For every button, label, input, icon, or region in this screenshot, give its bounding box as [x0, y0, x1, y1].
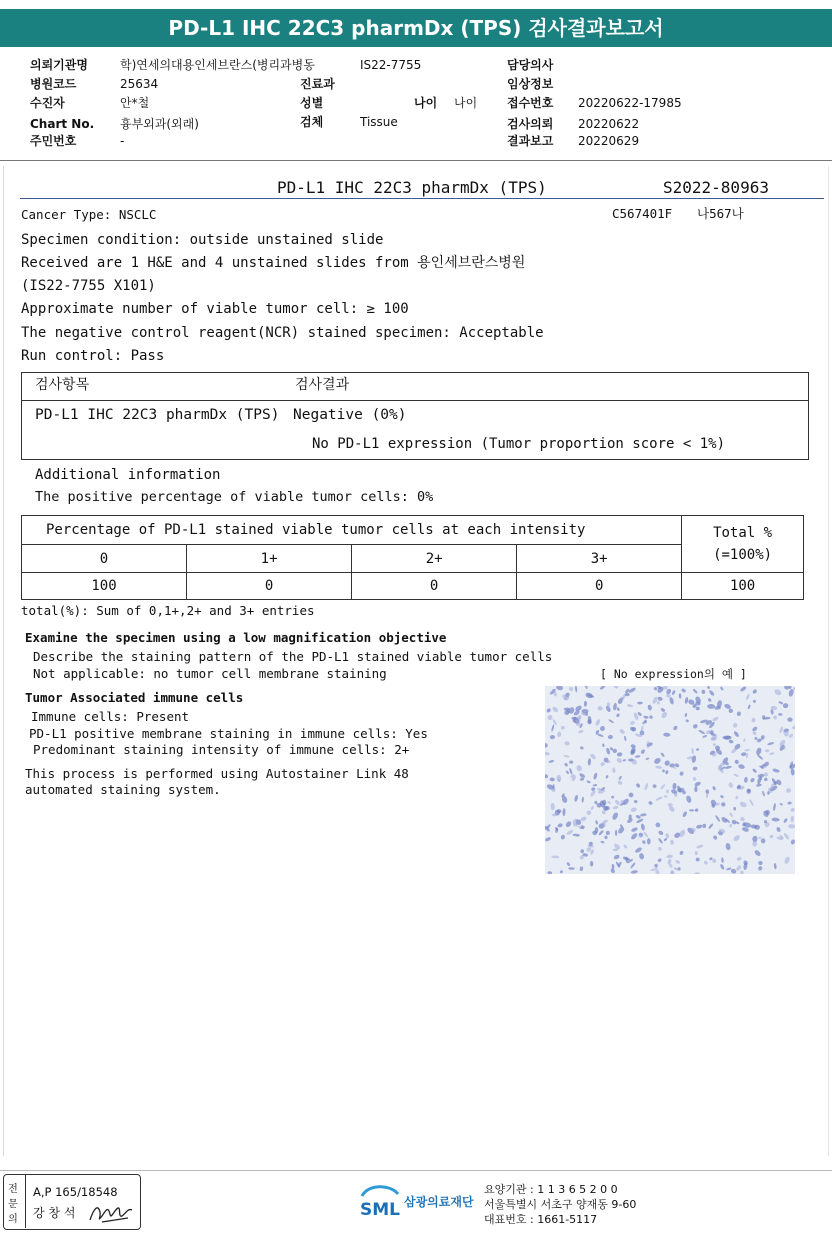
viable-tumor-cells: Approximate number of viable tumor cell: ≥ 100	[21, 301, 409, 317]
value-age: 나이	[454, 96, 478, 110]
label-specimen: 검체	[300, 115, 324, 129]
intensity-col-2: 2+	[352, 545, 517, 573]
intensity-col-1: 1+	[187, 545, 352, 573]
label-chart-no: Chart No.	[30, 117, 95, 131]
total-note: total(%): Sum of 0,1+,2+ and 3+ entries	[21, 603, 315, 618]
value-resident-no: -	[120, 134, 125, 148]
label-report-date: 결과보고	[507, 134, 554, 148]
intensity-total: 100	[682, 573, 804, 600]
cancer-type: Cancer Type: NSCLC	[21, 207, 157, 222]
value-chart-no: 흉부외과(외래)	[120, 117, 199, 131]
value-patient: 안*철	[120, 96, 150, 110]
immune-line-1: Immune cells: Present	[31, 709, 190, 724]
label-age: 나이	[414, 96, 438, 110]
intensity-col-3: 3+	[517, 545, 682, 573]
intensity-value-3: 0	[517, 573, 682, 600]
label-accession: 접수번호	[507, 96, 554, 110]
label-clinical-info: 임상정보	[507, 77, 554, 91]
total-header	[682, 516, 804, 573]
label-hospital-code: 병원코드	[30, 77, 77, 91]
value-ordering-extra: IS22-7755	[360, 58, 422, 72]
label-department: 진료과	[300, 77, 335, 91]
value-specimen: Tissue	[360, 115, 398, 129]
footer-line-1: 요양기관 : 1 1 3 6 5 2 0 0	[484, 1183, 618, 1196]
process-line-1: This process is performed using Autostainer Link 48	[25, 766, 409, 781]
logo-text: SML	[360, 1200, 400, 1218]
result-value: Negative (0%)	[293, 407, 407, 423]
col-item-header: 검사항목	[35, 377, 90, 393]
report-title: PD-L1 IHC 22C3 pharmDx (TPS) 검사결과보고서	[0, 9, 832, 47]
intensity-value-1: 0	[187, 573, 352, 600]
total-header-line2: (=100%)	[713, 547, 773, 563]
report-heading: PD-L1 IHC 22C3 pharmDx (TPS)	[277, 178, 547, 197]
intensity-table	[21, 515, 804, 600]
total-header-line1: Total %	[713, 525, 773, 541]
footer-divider	[0, 1170, 832, 1171]
immune-line-3: Predominant staining intensity of immune cells: 2+	[33, 742, 410, 757]
examine-line-1: Describe the staining pattern of the PD-L1 stained viable tumor cells	[33, 649, 553, 664]
result-item: PD-L1 IHC 22C3 pharmDx (TPS)	[35, 407, 280, 423]
immune-line-2: PD-L1 positive membrane staining in immune cells: Yes	[29, 726, 428, 741]
id-code: C567401F	[612, 206, 673, 221]
image-caption: [ No expression의 예 ]	[600, 667, 747, 681]
result-detail: No PD-L1 expression (Tumor proportion score < 1%)	[312, 436, 726, 452]
label-patient: 수진자	[30, 96, 65, 110]
examine-heading: Examine the specimen using a low magnification objective	[25, 630, 447, 645]
result-table-header	[22, 373, 808, 401]
additional-heading: Additional information	[35, 467, 221, 483]
id-code-2: 나567나	[697, 206, 744, 221]
received-reference: (IS22-7755 X101)	[21, 278, 156, 294]
label-ordering-institution: 의뢰기관명	[30, 58, 88, 72]
stamp-char-1: 전	[8, 1184, 18, 1195]
intensity-col-0: 0	[22, 545, 187, 573]
run-control: Run control: Pass	[21, 348, 165, 364]
process-line-2: automated staining system.	[25, 782, 221, 797]
label-resident-no: 주민번호	[30, 134, 77, 148]
specimen-condition: Specimen condition: outside unstained slide	[21, 232, 384, 248]
intensity-value-2: 0	[352, 573, 517, 600]
intensity-header: Percentage of PD-L1 stained viable tumor cells at each intensity	[22, 516, 682, 545]
signature-icon	[88, 1198, 136, 1226]
stamp-char-3: 의	[8, 1214, 18, 1225]
value-request-date: 20220622	[578, 117, 640, 131]
positive-percentage: The positive percentage of viable tumor cells: 0%	[35, 489, 434, 505]
examine-line-2: Not applicable: no tumor cell membrane staining	[33, 666, 387, 681]
org-name: 삼광의료재단	[404, 1195, 474, 1209]
value-ordering-institution: 학)연세의대용인세브란스(병리과병동	[120, 58, 315, 72]
col-result-header: 검사결과	[295, 377, 350, 393]
label-doctor: 담당의사	[507, 58, 554, 72]
footer-line-3: 대표번호 : 1661-5117	[484, 1213, 598, 1226]
immune-heading: Tumor Associated immune cells	[25, 690, 244, 705]
header-divider	[0, 160, 832, 161]
value-accession: 20220622-17985	[578, 96, 682, 110]
stamp-name: 강 창 석	[33, 1206, 76, 1220]
label-sex: 성별	[300, 96, 324, 110]
ncr-status: The negative control reagent(NCR) stained specimen: Acceptable	[21, 325, 544, 341]
value-report-date: 20220629	[578, 134, 640, 148]
case-number: S2022-80963	[663, 178, 769, 197]
received-slides: Received are 1 H&E and 4 unstained slides from 용인세브란스병원	[21, 255, 526, 271]
report-heading-rule	[20, 198, 824, 199]
footer-line-2: 서울특별시 서초구 양재동 9-60	[484, 1198, 637, 1211]
stamp-char-2: 문	[8, 1199, 18, 1210]
value-hospital-code: 25634	[120, 77, 159, 91]
intensity-value-0: 100	[22, 573, 187, 600]
sml-logo-icon	[358, 1182, 402, 1218]
tissue-image	[545, 686, 795, 874]
stamp-line-1: A,P 165/18548	[33, 1185, 118, 1199]
label-request-date: 검사의뢰	[507, 117, 554, 131]
